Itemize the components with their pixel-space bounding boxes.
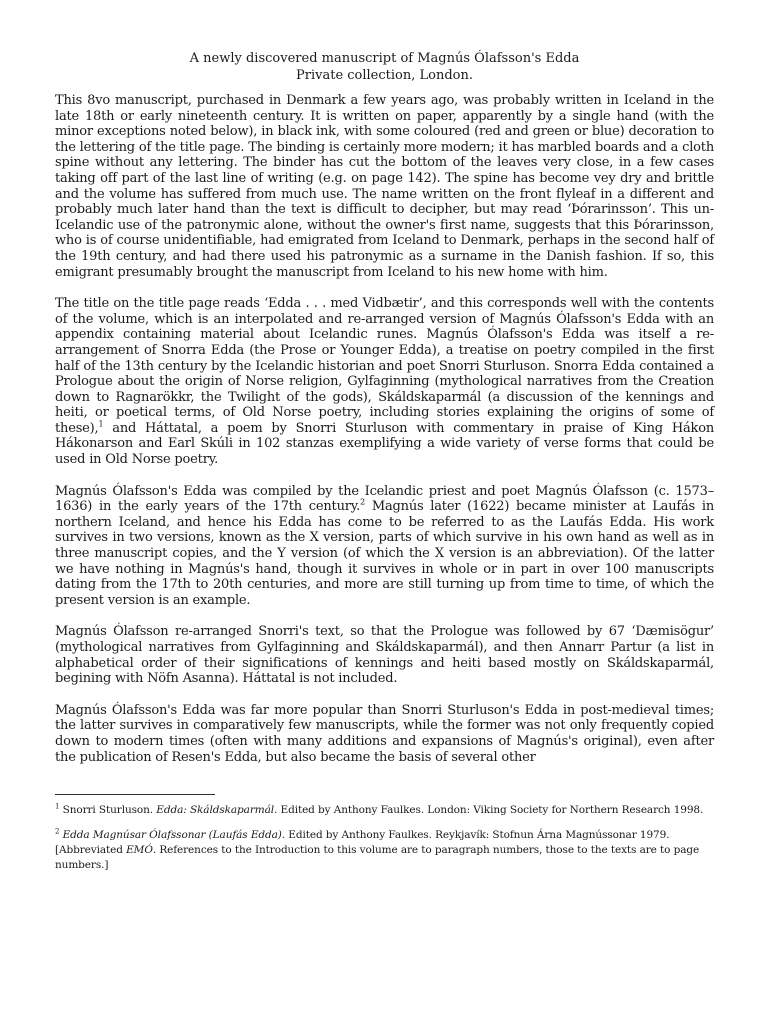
footnote-ref-1: 1: [98, 419, 104, 429]
footnote-1: $^1$ Snorri Sturluson. Edda: Skáldskaparmál. Edited by Anthony Faulkes. London: Viking Society for Northern Research 1998.: [55, 802, 704, 817]
document-title: [55, 50, 714, 84]
paragraph-3: Magnús Ólafsson's Edda was compiled by the Icelandic priest and poet Magnús Ólafsson (c. 1573–1636) in the early years of the 17th century.$^2$ Magnús later (1622) became minister at Laufás in northern Iceland, and hence his Edda has come to be referred to as the Laufás Edda. His work survives in two versions, known as the X version, parts of which survive in his own hand as well as in three manuscript copies, and the Y version (of which the X version is an abbreviation). Of the latter we have nothing in Magnús's hand, though it survives in whole or in part in over 100 manuscripts dating from the 17th to 20th centuries, and more are still turning up from time to time, of which the present version is an example.: [55, 483, 714, 608]
footnote-2: $^2$ Edda Magnúsar Ólafssonar (Laufás Edda). Edited by Anthony Faulkes. Reykjavík: Stofnun Árna Magnússonar 1979. [Abbreviated EMÓ. References to the Introduction to this volume are to paragraph numbers, those to the texts are to page numbers.]: [55, 827, 700, 872]
title-line-1: A newly discovered manuscript of Magnús Ólafsson's Edda: [189, 51, 580, 66]
footnote-ref-2: 2: [360, 497, 366, 507]
footnote-divider: [55, 794, 215, 795]
paragraph-2: The title on the title page reads ‘Edda . . . med Vidbætir’, and this corresponds well with the contents of the volume, which is an interpolated and re-arranged version of Magnús Ólafsson's Edda with an appendix containing material about Icelandic runes. Magnús Ólafsson's Edda was itself a re-arrangement of Snorra Edda (the Prose or Younger Edda), a treatise on poetry compiled in the first half of the 13th century by the Icelandic historian and poet Snorri Sturluson. Snorra Edda contained a Prologue about the origin of Norse religion, Gylfaginning (mythological narratives from the Creation down to Ragnarökkr, the Twilight of the gods), Skáldskaparmál (a discussion of the kennings and heiti, or poetical terms, of Old Norse poetry, including stories explaining the origins of some of these),$^1$ and Háttatal, a poem by Snorri Sturluson with commentary in praise of King Hákon Hákonarson and Earl Skúli in 102 stanzas exemplifying a wide variety of verse forms that could be used in Old Norse poetry.: [55, 296, 714, 468]
title-line-2: Private collection, London.: [296, 68, 473, 83]
paragraph-4: Magnús Ólafsson re-arranged Snorri's text, so that the Prologue was followed by 67 ‘Dæmisögur’ (mythological narratives from Gylfaginning and Skáldskaparmál), and then Annarr Partur (a list in alphabetical order of their significations of kennings and heiti based mostly on Skáldskaparmál, begining with Nöfn Asanna). Háttatal is not included.: [55, 624, 714, 687]
footnote-2-number: 2: [55, 827, 60, 836]
paragraph-1: This 8vo manuscript, purchased in Denmark a few years ago, was probably written in Iceland in the late 18th or early nineteenth century. It is written on paper, apparently by a single hand (with the minor exceptions noted below), in black ink, with some coloured (red and green or blue) decoration to the lettering of the title page. The binding is certainly more modern; it has marbled boards and a cloth spine without any lettering. The binder has cut the bottom of the leaves very close, in a few cases taking off part of the last line of writing (e.g. on page 142). The spine has become vey dry and brittle and the volume has suffered from much use. The name written on the front flyleaf in a different and probably much later hand than the text is difficult to decipher, but may read ‘Þórarinsson’. This un-Icelandic use of the patronymic alone, without the owner's first name, suggests that this Þórarinsson, who is of course unidentifiable, had emigrated from Iceland to Denmark, perhaps in the second half of the 19th century, and had there used his patronymic as a surname in the Danish fashion. If so, this emigrant presumably brought the manuscript from Iceland to his new home with him.: [55, 93, 714, 280]
footnote-1-number: 1: [55, 802, 60, 811]
paragraph-5: Magnús Ólafsson's Edda was far more popular than Snorri Sturluson's Edda in post-medieval times; the latter survives in comparatively few manuscripts, while the former was not only frequently copied down to modern times (often with many additions and expansions of Magnús's original), even after the publication of Resen's Edda, but also became the basis of several other: [55, 702, 714, 765]
